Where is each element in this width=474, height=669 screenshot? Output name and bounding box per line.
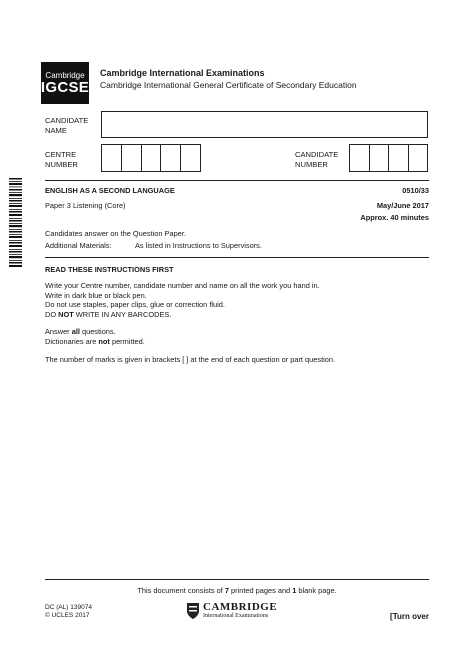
copyright-text: © UCLES 2017 [45,612,90,619]
footer-references [45,604,92,620]
instruction-line: Do not use staples, paper clips, glue or correction fluid. [45,300,225,310]
logo-cambridge-text: Cambridge [45,70,85,80]
centre-number-field[interactable] [101,144,201,172]
instruction-line: DO NOT WRITE IN ANY BARCODES. [45,309,172,319]
crest-icon [186,602,200,620]
materials-label: Additional Materials: [45,241,112,250]
divider-middle [45,257,429,258]
barcode-image [9,178,22,268]
exam-duration: Approx. 40 minutes [360,213,429,222]
instruction-line: Answer all questions. [45,327,116,337]
paper-code: 0510/33 [402,186,429,195]
materials-value: As listed in Instructions to Supervisors. [135,241,262,250]
document-reference: DC (AL) 139074 [45,604,92,611]
answer-instruction: Candidates answer on the Question Paper. [45,229,186,238]
exam-session: May/June 2017 [376,201,429,210]
turn-over-text: [Turn over [390,612,429,621]
instruction-line: The number of marks is given in brackets [ ] at the end of each question or part question. [45,354,336,364]
page-count-text: This document consists of 7 printed pages and 1 blank page. [137,586,337,595]
logo-igcse-text: IGCSE [40,78,90,96]
instructions-list [45,281,429,364]
centre-number-label: CENTRE NUMBER [45,150,78,169]
subject-title: ENGLISH AS A SECOND LANGUAGE [45,186,175,195]
divider-footer [45,579,429,580]
exam-board: Cambridge International Examinations [100,68,265,78]
instructions-heading: READ THESE INSTRUCTIONS FIRST [45,265,174,274]
instruction-line: Dictionaries are not permitted. [45,336,145,346]
candidate-number-label: CANDIDATE NUMBER [295,150,339,169]
cambridge-logo [186,600,286,624]
divider-top [45,180,429,181]
candidate-number-field[interactable] [349,144,428,172]
instruction-line: Write your Centre number, candidate number and name on all the work you hand in. [45,281,320,290]
qualification: Cambridge International General Certificate of Secondary Education [100,80,357,90]
instruction-line: Write in dark blue or black pen. [45,290,147,300]
candidate-name-field[interactable] [101,111,428,138]
paper-title: Paper 3 Listening (Core) [45,201,126,210]
cambridge-wordmark: CAMBRIDGE [203,601,278,613]
candidate-name-label: CANDIDATE NAME [45,116,89,135]
cambridge-subtitle: International Examinations [203,613,269,619]
igcse-logo [41,62,89,104]
